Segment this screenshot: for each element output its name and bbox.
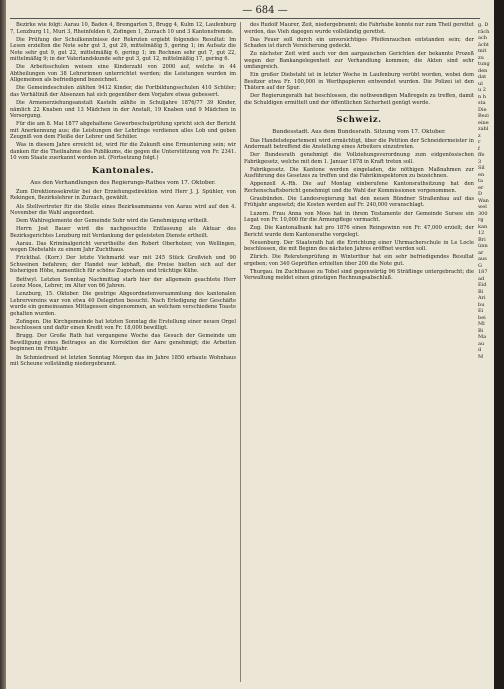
article-paragraph: Graubünden. Die Landesregierung hat den neuen Bündner Straßenbau auf das Frühjahr angesetzt; die Kosten werden auf Fr. 240,000 veranschlagt. bbox=[244, 195, 474, 209]
article-paragraph: Die Armenerziehungsanstalt Kasteln zählte in Schuljahre 1876/77 39 Kinder, nämlich 22 Knaben und 13 Mädchen in der Anstalt, 19 Knaben und 9 Mädchen in Versorgung. bbox=[10, 100, 236, 120]
strip-line: Bi bbox=[478, 327, 484, 334]
strip-line: D bbox=[478, 191, 483, 197]
section-heading-kantonales: Kantonales. bbox=[91, 165, 155, 176]
section-subhead-bundesrath: Bundesstadt. Aus dem Bundesrath. Sitzung vom 17. Oktober. bbox=[272, 128, 446, 135]
right-bottom-paragraphs bbox=[244, 138, 474, 282]
article-paragraph: Der Regierungsrath hat beschlossen, die nothwendigen Maßregeln zu treffen, damit die Schuldigen ermittelt und der öffentlichen Sicherheit genügt werde. bbox=[244, 93, 474, 107]
strip-line: tung bbox=[478, 61, 490, 67]
strip-line: ta bbox=[478, 178, 483, 184]
strip-line: Wan bbox=[478, 197, 489, 204]
article-paragraph: Zug. Die Kantonalbank hat pro 1876 einen Reingewinn von Fr. 47,000 erzielt; der Bericht wurde dem Kantonsrathe vorgelegt. bbox=[244, 225, 474, 238]
strip-line: Bezi bbox=[478, 113, 489, 119]
strip-line: bu bbox=[478, 301, 485, 308]
strip-line: aus bbox=[478, 256, 487, 262]
section-heading-schweiz: Schweiz. bbox=[336, 114, 382, 125]
article-paragraph: Ein großer Diebstahl ist in letzter Woche in Laufenburg verübt worden, wobei dem Besitzer etwa Fr. 100,000 in Werthpapieren entwendet wurden. Die Polizei ist den Thätern auf der Spur. bbox=[244, 72, 474, 92]
strip-line: g. D bbox=[478, 22, 489, 28]
article-paragraph: Die Gemeindeschulen zählten 9412 Kinder, die Fortbildungsschulen 410 Schüler; das Verhältniß der Absenzen hat sich gegenüber dem Vorjahre etwas gebessert. bbox=[10, 85, 236, 98]
article-paragraph: Für die am 8. Mai 1877 abgehaltene Gewerbeschulprüfung spricht sich der Bericht mit Anerkennung aus; die Leistungen der Lehrlinge verdienen alles Lob und geben Zeugniß von dem Fleiße der Lehrer und Schüler. bbox=[10, 121, 236, 141]
section-subhead-regierungsrath: Aus den Verhandlungen des Regierungs-Rathes vom 17. Oktober. bbox=[30, 179, 216, 186]
strip-line: d bbox=[478, 347, 482, 353]
strip-line: r bbox=[478, 139, 481, 145]
article-paragraph: Die Prüfung der Schulkenntnisse der Rekruten ergiebt folgendes Resultat: Im Lesen erzielten die Note sehr gut 3, gut 29, mittelmäßig 5, gering 1; im Aufsatz die Note sehr gut 9, gut 22, mittelmäßig 6, gering 1; im Rechnen sehr gut 7, gut 22, mittelmäßig 9; in der Vaterlandskunde sehr gut 3, gut 12, mittelmäßig 17, gering 6. bbox=[10, 36, 236, 63]
strip-line: en bbox=[478, 171, 485, 178]
strip-line: ffe bbox=[478, 152, 485, 158]
strip-line: kan bbox=[478, 223, 488, 230]
strip-line: rg bbox=[478, 217, 484, 223]
strip-line: au bbox=[478, 340, 485, 347]
strip-line: 300 bbox=[478, 210, 488, 217]
article-paragraph: Zofingen. Die Kirchgemeinde hat letzten Sonntag die Erstellung einer neuen Orgel beschlossen und dafür einen Kredit von Fr. 18,000 bewilligt. bbox=[10, 318, 236, 332]
article-paragraph: Zürich. Die Rekrutenprüfung in Winterthur hat ein sehr befriedigendes Resultat ergeben; von 340 Geprüften erhielten über 200 die Note gut. bbox=[244, 254, 474, 267]
article-paragraph: des Rudolf Maurer, Zeit, niedergebrannt; die Fahrhabe konnte nur zum Theil gerettet werden, das Vieh dagegen wurde vollständig gerettet. bbox=[244, 22, 474, 35]
article-paragraph: In Schmiedrued ist letzten Sonntag Morgen das im Jahre 1850 erbaute Wohnhaus mit Scheune vollständig niedergebrannt. bbox=[10, 354, 236, 368]
book-gutter bbox=[0, 0, 6, 689]
header-rule bbox=[10, 18, 480, 19]
strip-line: f bbox=[478, 145, 480, 152]
article-paragraph: Der Bundesrath genehmigt die Vollziehungsverordnung zum eidgenössischen Fabrikgesetz, welche mit dem 1. Januar 1878 in Kraft treten soll. bbox=[244, 152, 474, 165]
strip-line: ar bbox=[478, 249, 484, 256]
article-paragraph: Als Stellvertreter für die Stelle eines Bezirksammanns von Aarau wird auf den 4. November die Wahl angeordnet. bbox=[10, 203, 236, 217]
strip-line: zahl bbox=[478, 126, 489, 132]
left-column bbox=[10, 22, 236, 684]
left-bottom-paragraphs bbox=[10, 189, 236, 368]
article-paragraph: Das Feuer soll durch ein unvorsichtiges Pfeifenrauchen entstanden sein; der Schaden ist durch Versicherung gedeckt. bbox=[244, 36, 474, 50]
article-paragraph: Neuenburg. Der Staatsrath hat die Errichtung einer Uhrmacherschule in Le Locle beschlossen, die mit Beginn des nächsten Jahres eröffnet werden soll. bbox=[244, 239, 474, 253]
left-top-paragraphs bbox=[10, 22, 236, 162]
article-paragraph: Was in diesem Jahre erreicht ist, wird für die Zukunft eine Ermunterung sein; wir danken für die Theilnahme des Publikums, die gegen die Unterstützung von Fr. 2341. 10 vom Staate zuerkannt worden ist. (Fortsetzung folgt.) bbox=[10, 142, 236, 162]
article-paragraph: Appenzell A.-Rh. Die auf Montag einberufene Kantonsrathsitzung hat den Rechenschaftsbericht genehmigt und die Wahl der Kommissionen vorgenommen. bbox=[244, 181, 474, 194]
strip-line: 12 bbox=[478, 230, 485, 236]
strip-line: z bbox=[478, 132, 481, 139]
strip-line: Sil bbox=[478, 165, 485, 171]
article-paragraph: Aarau. Das Kriminalgericht verurtheilte den Robert Oberholzer, von Wellingen, wegen Diebstahls zu einem Jahr Zuchthaus. bbox=[10, 240, 236, 254]
strip-line: Bri bbox=[478, 236, 486, 243]
strip-line: dat bbox=[478, 74, 487, 80]
strip-line: Bi bbox=[478, 288, 484, 295]
strip-line: Ma bbox=[478, 334, 487, 340]
strip-line: ach bbox=[478, 35, 488, 41]
strip-line: G bbox=[478, 262, 482, 269]
strip-line: Eid bbox=[478, 282, 487, 288]
article-paragraph: Brugg. Der Große Rath hat vergangene Woche das Gesuch der Gemeinde um Bewilligung eines Beitrages an die Korrektion der Aare genehmigt; die Arbeiten beginnen im Frühjahr. bbox=[10, 333, 236, 353]
strip-line: Ei bbox=[478, 308, 484, 314]
strip-line: ad bbox=[478, 275, 485, 282]
strip-line: sta bbox=[478, 100, 486, 106]
strip-line: Die bbox=[478, 106, 487, 113]
strip-line: ünn bbox=[478, 243, 488, 249]
strip-line: 187 bbox=[478, 269, 488, 275]
article-paragraph: Dem Wahlreglemente der Gemeinde Suhr wird die Genehmigung ertheilt. bbox=[16, 218, 209, 225]
article-paragraph: Lenzburg, 15. Oktober. Die gestrige Abgeordnetenversammlung des kantonalen Lehrervereins war von etwa 40 Delegirten besucht. Nach Erledigung der Geschäfte wurde ein gemeinsames Mittagessen eingenommen, an welchem verschiedene Toaste gehalten wurden. bbox=[10, 291, 236, 317]
article-paragraph: Thurgau. Im Zuchthause zu Tobel sind gegenwärtig 96 Sträflinge untergebracht; die Verwaltung meldet einen günstigen Rechnungsabschluß. bbox=[244, 268, 474, 282]
separator-rule bbox=[339, 110, 379, 111]
right-top-paragraphs bbox=[244, 22, 474, 107]
strip-line: zu bbox=[478, 54, 484, 61]
article-paragraph: Zu nächster Zeit wird auch vor den aargauischen Gerichten der bekannte Prozeß wegen der Bankangelegenheit zur Verhandlung kommen; die Akten sind sehr umfangreich. bbox=[244, 51, 474, 71]
strip-line: Ari bbox=[478, 295, 486, 301]
strip-line: mit bbox=[478, 48, 487, 54]
article-paragraph: Frickthal. (Korr.) Der letzte Viehmarkt war mit 245 Stück Großvieh und 90 Schweinen befahren; der Handel war lebhaft, die Preise hielten sich auf der bisherigen Höhe, namentlich für schöne Zugochsen und trächtige Kühe. bbox=[10, 255, 236, 275]
strip-line: den bbox=[478, 67, 488, 74]
article-paragraph: Die Arbeitsschulen weisen eine Kinderzahl von 2000 auf, welche in 44 Abtheilungen von 38 Lehrerinnen unterrichtet werden; die Leistungen wurden im Allgemeinen als befriedigend bezeichnet. bbox=[10, 64, 236, 84]
strip-line: bei bbox=[478, 314, 486, 321]
strip-line: M bbox=[478, 353, 484, 360]
article-paragraph: Bettwyl. Letzten Sonntag Nachmittag starb hier der allgemein geachtete Herr Leonz Moos, Lehrer, im Alter von 66 Jahren. bbox=[10, 276, 236, 290]
strip-line: er bbox=[478, 184, 484, 191]
strip-line: räch bbox=[478, 28, 490, 35]
strip-line: Ml bbox=[478, 321, 485, 327]
article-paragraph: Zum Direktionssekretär bei der Erziehungsdirektion wird Herr J. J. Spühler, von Rekingen, Bezirkslehrer in Zurzach, gewählt. bbox=[10, 188, 236, 202]
article-paragraph: Luzern. Frau Anna von Moos hat in ihrem Testamente der Gemeinde Sursee ein Legat von Fr. 10,000 für die Armenpflege vermacht. bbox=[244, 210, 474, 224]
strip-line: n h bbox=[478, 93, 487, 100]
adjacent-page-strip bbox=[478, 22, 494, 684]
article-paragraph: Herrn Jost Bauer wird die nachgesuchte Entlassung als Aktuar des Bezirksgerichtes Lenzburg mit Verdankung der geleisteten Dienste ertheilt. bbox=[10, 226, 236, 239]
strip-line: ächt bbox=[478, 41, 490, 48]
article-paragraph: Das Handelsdepartement wird ermächtigt, über die Petition der Schneidermeister in Andermatt betreffend die Anstellung eines Arbeiters einzutreten. bbox=[244, 137, 474, 151]
page-edge-shadow bbox=[494, 0, 504, 689]
strip-line: wel bbox=[478, 204, 487, 210]
strip-line: ul bbox=[478, 80, 483, 87]
strip-line: eine bbox=[478, 119, 489, 126]
right-column bbox=[244, 22, 474, 684]
article-paragraph: Bezirke wie folgt: Aarau 10, Baden 4, Bremgarten 5, Brugg 4, Kulm 12, Laufenburg 7, Lenzburg 11, Muri 3, Rheinfelden 6, Zofingen 1, Zurzach 10 und 3 Kantonsfremde. bbox=[10, 22, 236, 35]
page-number: — 684 — bbox=[242, 5, 288, 16]
strip-line: 3 bbox=[478, 158, 482, 165]
strip-line: u 2 bbox=[478, 87, 486, 93]
article-paragraph: Fabrikgesetz. Die Kantone werden eingeladen, die nöthigen Maßnahmen zur Ausführung des Gesetzes zu treffen und die Fabrikinspektoren zu bezeichnen. bbox=[244, 166, 474, 180]
column-divider bbox=[240, 22, 241, 682]
